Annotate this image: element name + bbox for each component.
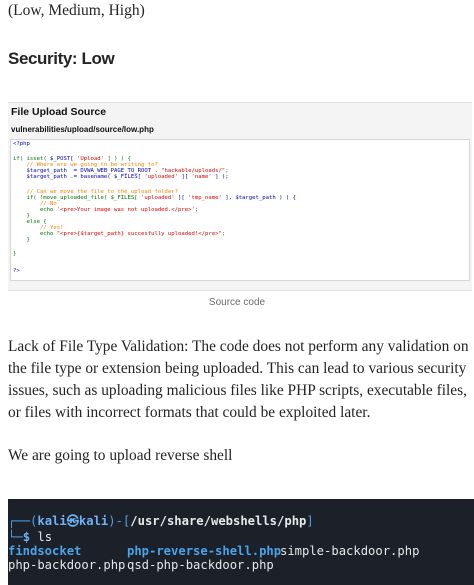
code-token: echo [13,231,57,237]
code-token: 'uploaded' [144,174,179,180]
code-token: ], $target_path ) ) { [221,195,296,201]
code-token: 'name' [191,174,212,180]
code-line: else { [13,219,47,225]
user-host: kali㉿kali [37,514,109,528]
code-token: if( [13,156,24,162]
code-token: 'Upload' [73,156,108,162]
terminal-file [8,557,125,573]
body-paragraph-2: We are going to upload reverse shell [8,447,233,464]
screenshot-path: vulnerabilities/upload/source/low.php [11,125,154,134]
prompt-bracket: ] [306,514,314,528]
prompt-dollar: $ [22,530,31,544]
file-name: qsd-php-backdoor.php [127,558,274,572]
terminal-file [280,543,419,559]
code-token: ; [194,207,199,213]
code-token: isset( [23,156,47,162]
code-token: ] ) ) { [107,156,131,162]
intro-line: (Low, Medium, High) [8,2,145,19]
code-line: // Yes! [13,225,64,231]
code-token: ; [225,168,229,174]
prompt-bracket: └─ [8,530,23,544]
file-name: php-reverse-shell.php [127,544,282,558]
image-caption: Source code [208,297,266,308]
code-line [13,174,229,180]
code-line: } [13,251,17,257]
code-line [13,141,30,147]
code-token: if( !move_uploaded_file( $_FILES[ [13,195,141,201]
terminal-prompt-line [8,513,314,529]
file-name: simple-backdoor.php [280,544,420,558]
code-token: 'tmp_name' [188,195,222,201]
screenshot-title: File Upload Source [11,106,107,118]
code-token: $target_path .= basename( $_FILES[ [13,174,145,180]
code-line [13,231,225,237]
code-token: ][ [178,174,192,180]
code-line: ?> [13,268,20,274]
code-token: "<pre>{$target_path} succesfully uploaded!</pre>" [56,231,222,237]
body-paragraph: Lack of File Type Validation: The code does not perform any validation on the file type or extension being uploaded. This can lead to various security issues, such as uploading malicious files like PHP scripts, executable files, or files with incorrect formats that could be exploited later. [8,338,469,421]
code-token: $_POST[ [46,156,74,162]
prompt-bracket: )-[ [108,514,131,528]
file-name: php-backdoor.php [8,558,126,572]
code-token: ; [221,231,226,237]
code-token: $target_path = DVWA_WEB_PAGE_TO_ROOT . [13,168,162,174]
code-line: } [13,237,30,243]
code-token: "hackable/uploads/" [161,168,226,174]
code-block [10,139,470,281]
source-code-screenshot [8,102,472,291]
prompt-bracket: ┌──( [8,514,38,528]
code-line [13,207,198,213]
file-name: findsocket [8,544,82,558]
code-token: ] ); [211,174,229,180]
terminal-command: ls [30,530,53,544]
code-token: 'uploaded' [140,195,175,201]
code-line: // No [13,201,57,207]
code-token: ][ [174,195,189,201]
code-token: <?php [13,141,30,147]
security-heading: Security: Low [8,49,115,68]
terminal-file [127,557,274,573]
terminal-screenshot [8,499,474,585]
current-directory: /usr/share/webshells/php [130,514,307,528]
code-line: // Can we move the file to the upload folder? [13,189,179,195]
code-token: '<pre>Your image was not uploaded.</pre>' [56,207,195,213]
code-token: echo [13,207,57,213]
code-line: // Where are we going to be writing to? [13,162,158,168]
code-line: } [13,213,30,219]
